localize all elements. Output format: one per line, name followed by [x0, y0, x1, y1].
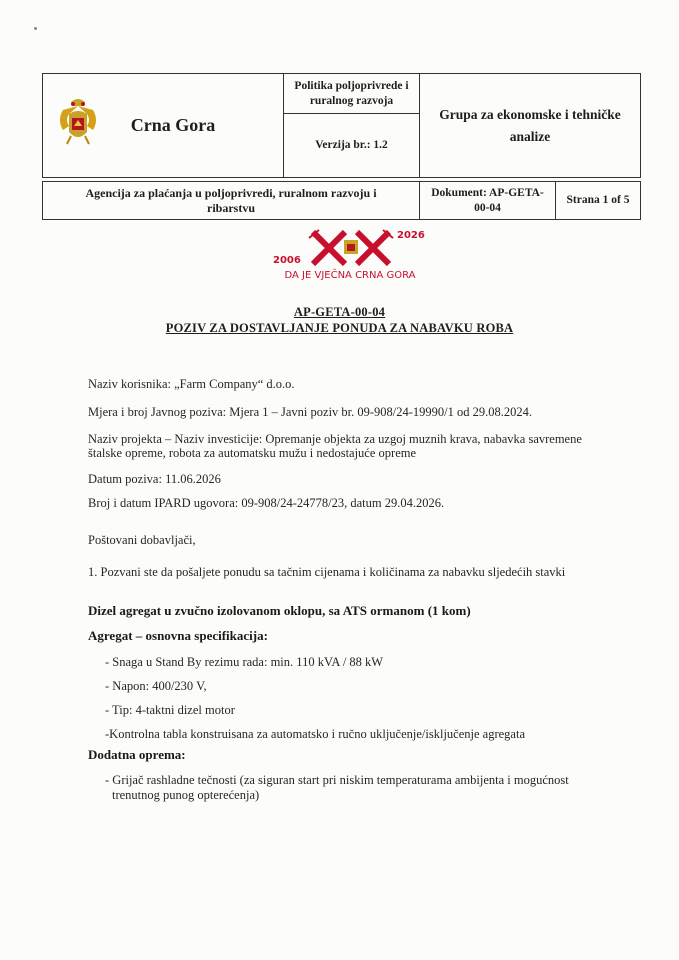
group-cell: [420, 74, 641, 178]
coat-of-arms-icon: [57, 96, 99, 148]
beneficiary-line: Naziv korisnika: „Farm Company“ d.o.o.: [88, 377, 295, 391]
logo-slogan: DA JE VJEČNA CRNA GORA: [284, 270, 416, 281]
version-cell: [284, 114, 420, 178]
document-subheader: [42, 181, 640, 220]
document-line-2: 00-04: [474, 201, 501, 214]
country-name: Crna Gora: [130, 115, 216, 135]
group-line-1: Grupa za ekonomske i tehničke: [439, 106, 621, 122]
country-cell: [43, 74, 284, 178]
extra-line-2: trenutnog punog opterećenja): [112, 788, 260, 802]
ministry-line-1: Politika poljoprivrede i: [294, 79, 409, 92]
logo-year-left: 2006: [273, 255, 301, 266]
spec-line-2: - Napon: 400/230 V,: [105, 679, 207, 693]
document-line-1: Dokument: AP-GETA-: [431, 186, 544, 199]
scan-speck: [34, 27, 37, 30]
agency-line-2: ribarstvu: [207, 200, 255, 215]
ministry-line-2: ruralnog razvoja: [309, 94, 394, 107]
extra-equipment-title: Dodatna oprema:: [88, 747, 186, 762]
spec-line-4: -Kontrolna tabla konstruisana za automatsko i ručno uključenje/isključenje agregata: [105, 727, 525, 741]
group-line-2: analize: [509, 128, 551, 144]
measure-line: Mjera i broj Javnog poziva: Mjera 1 – Javni poziv br. 09-908/24-19990/1 od 29.08.2024.: [88, 405, 533, 419]
document-code-title: AP-GETA-00-04: [293, 305, 386, 319]
section-title: Dizel agregat u zvučno izolovanom oklopu, sa ATS ormanom (1 kom): [88, 603, 471, 618]
date-line: Datum poziva: 11.06.2026: [88, 472, 221, 486]
spec-line-3: - Tip: 4-taktni dizel motor: [105, 703, 235, 717]
version-label: Verzija br.: 1.2: [315, 139, 388, 151]
item-1-line: 1. Pozvani ste da pošaljete ponudu sa tačnim cijenama i količinama za nabavku sljedećih stavki: [88, 565, 566, 579]
agency-line-1: Agencija za plaćanja u poljoprivredi, ruralnom razvoju i: [85, 185, 377, 200]
spec-line-1: - Snaga u Stand By rezimu rada: min. 110 kVA / 88 kW: [105, 655, 384, 669]
anniversary-logo: [265, 226, 435, 282]
spec-title: Agregat – osnovna specifikacija:: [88, 628, 268, 643]
logo-year-right: 2026: [397, 230, 425, 241]
document-subtitle: POZIV ZA DOSTAVLJANJE PONUDA ZA NABAVKU ROBA: [165, 321, 514, 335]
document-code-cell: [420, 182, 556, 220]
project-line-1: Naziv projekta – Naziv investicije: Opremanje objekta za uzgoj muznih krava, nabavka savremene: [88, 432, 582, 446]
project-line-2: štalske opreme, robota za automatsku mužu i nedostajuće opreme: [88, 446, 417, 460]
ipard-line: Broj i datum IPARD ugovora: 09-908/24-24778/23, datum 29.04.2026.: [88, 496, 445, 510]
page-number: Strana 1 of 5: [566, 194, 630, 206]
ministry-cell: [284, 74, 420, 114]
agency-cell: [43, 182, 420, 220]
document-header: [42, 73, 640, 178]
extra-line-1: - Grijač rashladne tečnosti (za siguran start pri niskim temperaturama ambijenta i mogućnost: [105, 773, 569, 787]
greeting-line: Poštovani dobavljači,: [88, 533, 196, 547]
page-cell: [556, 182, 641, 220]
